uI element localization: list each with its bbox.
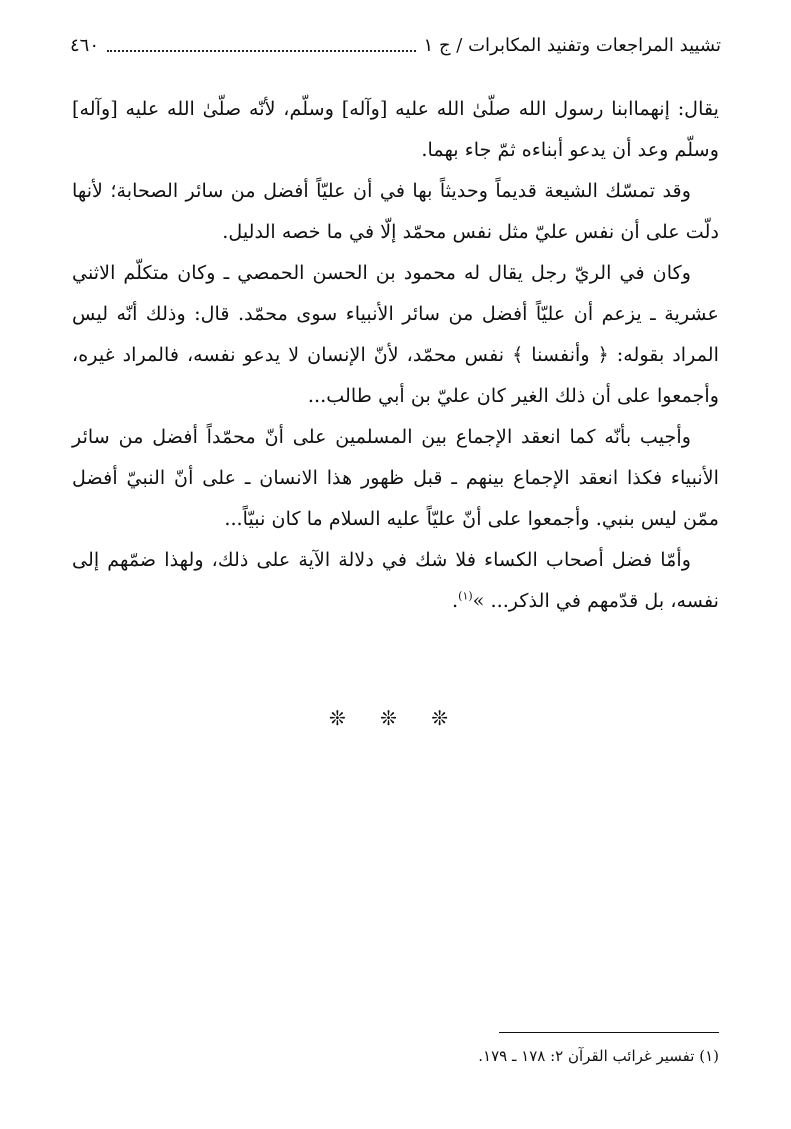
- paragraph-5-text: وأمّا فضل أصحاب الكساء فلا شك في دلالة الآية على ذلك، ولهذا ضمّهم إلى نفسه، بل قدّمهم في الذكر... »: [72, 548, 719, 612]
- closing-period: .: [452, 589, 459, 612]
- paragraph-4: وأجيب بأنّه كما انعقد الإجماع بين المسلمين على أنّ محمّداً أفضل من سائر الأنبياء فكذا انعقد الإجماع بينهم ـ قبل ظهور هذا الانسان ـ على أنّ النبيّ أفضل ممّن ليس بنبي. وأجمعوا على أنّ عليّاً عليه السلام ما كان نبيّاً...: [72, 425, 719, 530]
- leader-dots: [107, 38, 416, 52]
- running-head: [70, 30, 721, 60]
- paragraph-3: وكان في الريّ رجل يقال له محمود بن الحسن الحمصي ـ وكان متكلّم الاثني عشرية ـ يزعم أن عليّاً أفضل من سائر الأنبياء سوى محمّد. قال: وذلك أنّه ليس المراد بقوله: ﴿ وأنفسنا ﴾ نفس محمّد، لأنّ الإنسان لا يدعو نفسه، فالمراد غيره، وأجمعوا على أن ذلك الغير كان عليّ بن أبي طالب...: [72, 261, 719, 407]
- footnote-marker: (١): [458, 589, 473, 603]
- footnote-divider: [499, 1032, 719, 1033]
- page-number: ٤٦٠: [70, 34, 100, 56]
- footnote: (١) تفسير غرائب القرآن ٢: ١٧٨ ـ ١٧٩.: [478, 1047, 719, 1065]
- paragraph-5: [72, 539, 719, 621]
- body-text: [72, 88, 719, 621]
- paragraph-2: وقد تمسّك الشيعة قديماً وحديثاً بها في أن عليّاً أفضل من سائر الصحابة؛ لأنها دلّت على أن نفس عليّ مثل نفس محمّد إلّا في ما خصه الدليل.: [72, 179, 719, 243]
- paragraph-1: يقال: إنهماابنا رسول الله صلّىٰ الله عليه [وآله] وسلّم، لأنّه صلّىٰ الله عليه [وآله] وسلّم وعد أن يدعو أبناءه ثمّ جاء بهما.: [72, 97, 719, 161]
- book-title: تشييد المراجعات وتفنيد المكابرات / ج ١: [423, 34, 721, 56]
- section-ornament: ❊ ❊ ❊: [329, 706, 462, 730]
